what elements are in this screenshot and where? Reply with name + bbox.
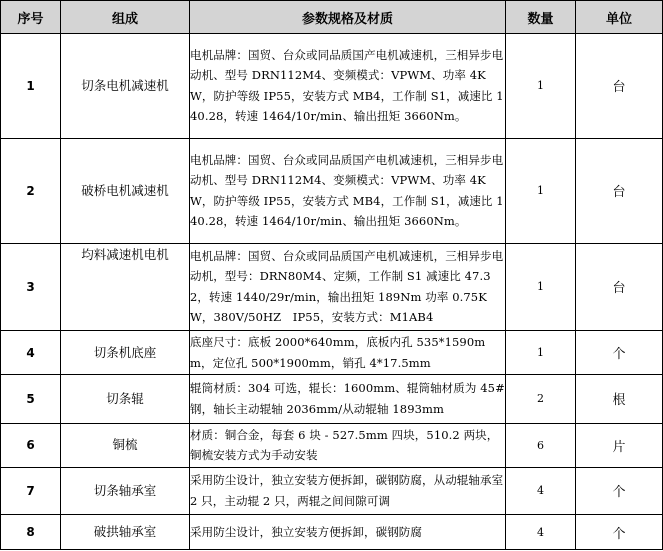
- row-params: 电机品牌：国贸、台众或同品质国产电机减速机，三相异步电动机、型号 DRN112M4、变频模式：VPWM、功率 4KW，防护等级 IP55，安装方式 MB4，工作制 S1，减速比 140.28，转速 1464/10r/min、输出扭矩 3660Nm。: [190, 34, 506, 139]
- table-row: [1, 243, 663, 331]
- row-qty: 1: [506, 138, 576, 243]
- header-qty: 数量: [506, 1, 576, 34]
- row-component: 破拱轴承室: [61, 515, 190, 550]
- row-params: 电机品牌：国贸、台众或同品质国产电机减速机，三相异步电动机、型号 DRN112M4、变频模式：VPWM、功率 4KW，防护等级 IP55，安装方式 MB4，工作制 S1，减速比 140.28，转速 1464/10r/min、输出扭矩 3660Nm。: [190, 138, 506, 243]
- row-component: 铜梳: [61, 423, 190, 467]
- row-unit: 个: [576, 467, 663, 515]
- header-row: [1, 1, 663, 34]
- row-index: 3: [1, 243, 61, 331]
- row-index: 8: [1, 515, 61, 550]
- row-params: 电机品牌：国贸、台众或同品质国产电机减速机，三相异步电动机，型号：DRN80M4、定频，工作制 S1 减速比 47.32，转速 1440/29r/min，输出扭矩 189Nm 功率 0.75KW，380V/50HZ IP55，安装方式：M1AB4: [190, 243, 506, 331]
- table-row: [1, 374, 663, 423]
- table-row: [1, 423, 663, 467]
- row-unit: 片: [576, 423, 663, 467]
- row-component: 切条机底座: [61, 331, 190, 375]
- row-unit: 个: [576, 515, 663, 550]
- header-component: 组成: [61, 1, 190, 34]
- row-params: 材质：铜合金，每套 6 块 - 527.5mm 四块，510.2 两块，铜梳安装方式为手动安装: [190, 423, 506, 467]
- row-component: 破桥电机减速机: [61, 138, 190, 243]
- row-qty: 2: [506, 374, 576, 423]
- row-component: 切条辊: [61, 374, 190, 423]
- row-unit: 根: [576, 374, 663, 423]
- table-row: [1, 34, 663, 139]
- row-params: 底座尺寸：底板 2000*640mm，底板内孔 535*1590mm，定位孔 500*1900mm，销孔 4*17.5mm: [190, 331, 506, 375]
- row-unit: 个: [576, 331, 663, 375]
- row-index: 7: [1, 467, 61, 515]
- row-component: 均料减速机电机: [61, 243, 190, 331]
- row-index: 5: [1, 374, 61, 423]
- row-params: 采用防尘设计，独立安装方便拆卸，碳钢防腐，从动辊轴承室 2 只，主动辊 2 只，两辊之间间隙可调: [190, 467, 506, 515]
- row-qty: 1: [506, 331, 576, 375]
- row-unit: 台: [576, 138, 663, 243]
- row-unit: 台: [576, 243, 663, 331]
- header-params: 参数规格及材质: [190, 1, 506, 34]
- header-unit: 单位: [576, 1, 663, 34]
- table-row: [1, 515, 663, 550]
- row-index: 1: [1, 34, 61, 139]
- table-row: [1, 467, 663, 515]
- row-qty: 4: [506, 515, 576, 550]
- row-index: 4: [1, 331, 61, 375]
- row-unit: 台: [576, 34, 663, 139]
- row-qty: 1: [506, 34, 576, 139]
- row-params: 采用防尘设计，独立安装方便拆卸，碳钢防腐: [190, 515, 506, 550]
- row-qty: 4: [506, 467, 576, 515]
- header-index: 序号: [1, 1, 61, 34]
- row-qty: 6: [506, 423, 576, 467]
- table-row: [1, 138, 663, 243]
- row-index: 6: [1, 423, 61, 467]
- row-index: 2: [1, 138, 61, 243]
- table-row: [1, 331, 663, 375]
- row-qty: 1: [506, 243, 576, 331]
- row-params: 辊筒材质：304 可选，辊长：1600mm、辊筒轴材质为 45#钢，轴长主动辊轴 2036mm/从动辊轴 1893mm: [190, 374, 506, 423]
- row-component: 切条电机减速机: [61, 34, 190, 139]
- row-component: 切条轴承室: [61, 467, 190, 515]
